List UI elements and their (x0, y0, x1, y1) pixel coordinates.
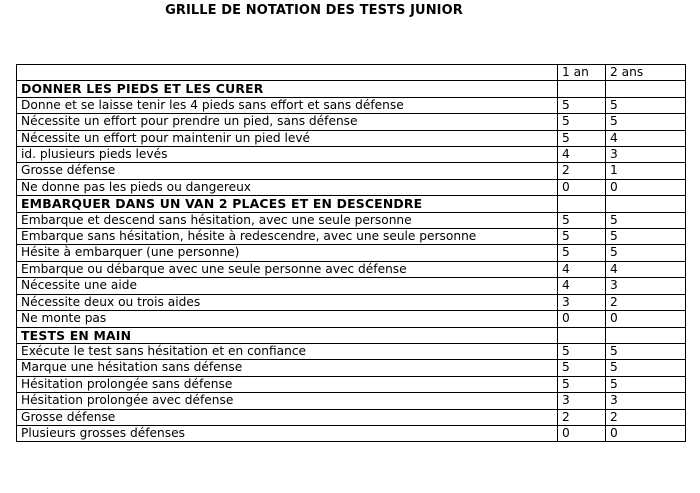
table-row (17, 393, 686, 409)
score-2-ans: 5 (606, 229, 686, 245)
criterion-label: Ne monte pas (17, 311, 558, 327)
criterion-label: Nécessite une aide (17, 278, 558, 294)
table-row (17, 212, 686, 228)
score-2-ans: 0 (606, 179, 686, 195)
table-row (17, 114, 686, 130)
table-row (17, 163, 686, 179)
score-1-an: 5 (558, 97, 606, 113)
table-row (17, 179, 686, 195)
section-title: TESTS EN MAIN (17, 327, 558, 343)
criterion-label: Marque une hésitation sans défense (17, 360, 558, 376)
section-empty-cell (606, 327, 686, 343)
score-2-ans: 5 (606, 245, 686, 261)
score-1-an: 3 (558, 294, 606, 310)
table-row (17, 360, 686, 376)
table-body (17, 81, 686, 442)
section-header-row (17, 327, 686, 343)
score-1-an: 5 (558, 130, 606, 146)
criterion-label: Hésite à embarquer (une personne) (17, 245, 558, 261)
score-1-an: 5 (558, 376, 606, 392)
table-row (17, 343, 686, 359)
score-2-ans: 3 (606, 278, 686, 294)
score-2-ans: 3 (606, 147, 686, 163)
section-empty-cell (606, 81, 686, 97)
criterion-label: Nécessite deux ou trois aides (17, 294, 558, 310)
criterion-label: Embarque et descend sans hésitation, avec une seule personne (17, 212, 558, 228)
score-2-ans: 4 (606, 130, 686, 146)
score-1-an: 4 (558, 261, 606, 277)
section-empty-cell (558, 196, 606, 212)
score-1-an: 4 (558, 278, 606, 294)
score-2-ans: 2 (606, 409, 686, 425)
score-2-ans: 5 (606, 212, 686, 228)
score-2-ans: 5 (606, 114, 686, 130)
criterion-label: Exécute le test sans hésitation et en confiance (17, 343, 558, 359)
criterion-label: Hésitation prolongée sans défense (17, 376, 558, 392)
criterion-label: Plusieurs grosses défenses (17, 425, 558, 441)
table-row (17, 245, 686, 261)
section-header-row (17, 81, 686, 97)
score-2-ans: 0 (606, 425, 686, 441)
score-1-an: 4 (558, 147, 606, 163)
score-1-an: 2 (558, 409, 606, 425)
score-2-ans: 5 (606, 376, 686, 392)
table-row (17, 311, 686, 327)
score-1-an: 5 (558, 229, 606, 245)
score-1-an: 2 (558, 163, 606, 179)
score-1-an: 0 (558, 179, 606, 195)
score-2-ans: 5 (606, 97, 686, 113)
table-row (17, 229, 686, 245)
section-empty-cell (558, 327, 606, 343)
page-title: GRILLE DE NOTATION DES TESTS JUNIOR (165, 3, 463, 18)
section-empty-cell (606, 196, 686, 212)
score-2-ans: 3 (606, 393, 686, 409)
criterion-label: Ne donne pas les pieds ou dangereux (17, 179, 558, 195)
table-row (17, 261, 686, 277)
score-2-ans: 5 (606, 343, 686, 359)
table-row (17, 409, 686, 425)
score-1-an: 5 (558, 245, 606, 261)
table-header-row (17, 65, 686, 81)
table-row (17, 376, 686, 392)
table-row (17, 278, 686, 294)
table-row (17, 294, 686, 310)
score-2-ans: 0 (606, 311, 686, 327)
score-1-an: 5 (558, 360, 606, 376)
table-row (17, 425, 686, 441)
table-row (17, 130, 686, 146)
score-1-an: 0 (558, 425, 606, 441)
section-header-row (17, 196, 686, 212)
criterion-label: Hésitation prolongée avec défense (17, 393, 558, 409)
header-2-ans: 2 ans (606, 65, 686, 81)
table-row (17, 147, 686, 163)
score-1-an: 5 (558, 343, 606, 359)
score-2-ans: 5 (606, 360, 686, 376)
criterion-label: id. plusieurs pieds levés (17, 147, 558, 163)
score-2-ans: 4 (606, 261, 686, 277)
scoring-table (16, 64, 686, 442)
header-1-an: 1 an (558, 65, 606, 81)
score-2-ans: 1 (606, 163, 686, 179)
criterion-label: Nécessite un effort pour prendre un pied, sans défense (17, 114, 558, 130)
section-title: DONNER LES PIEDS ET LES CURER (17, 81, 558, 97)
table-row (17, 97, 686, 113)
score-1-an: 5 (558, 212, 606, 228)
score-1-an: 0 (558, 311, 606, 327)
criterion-label: Embarque sans hésitation, hésite à redescendre, avec une seule personne (17, 229, 558, 245)
section-title: EMBARQUER DANS UN VAN 2 PLACES ET EN DESCENDRE (17, 196, 558, 212)
criterion-label: Grosse défense (17, 409, 558, 425)
score-1-an: 3 (558, 393, 606, 409)
header-criteria (17, 65, 558, 81)
section-empty-cell (558, 81, 606, 97)
criterion-label: Embarque ou débarque avec une seule personne avec défense (17, 261, 558, 277)
criterion-label: Donne et se laisse tenir les 4 pieds sans effort et sans défense (17, 97, 558, 113)
score-2-ans: 2 (606, 294, 686, 310)
criterion-label: Nécessite un effort pour maintenir un pied levé (17, 130, 558, 146)
criterion-label: Grosse défense (17, 163, 558, 179)
score-1-an: 5 (558, 114, 606, 130)
